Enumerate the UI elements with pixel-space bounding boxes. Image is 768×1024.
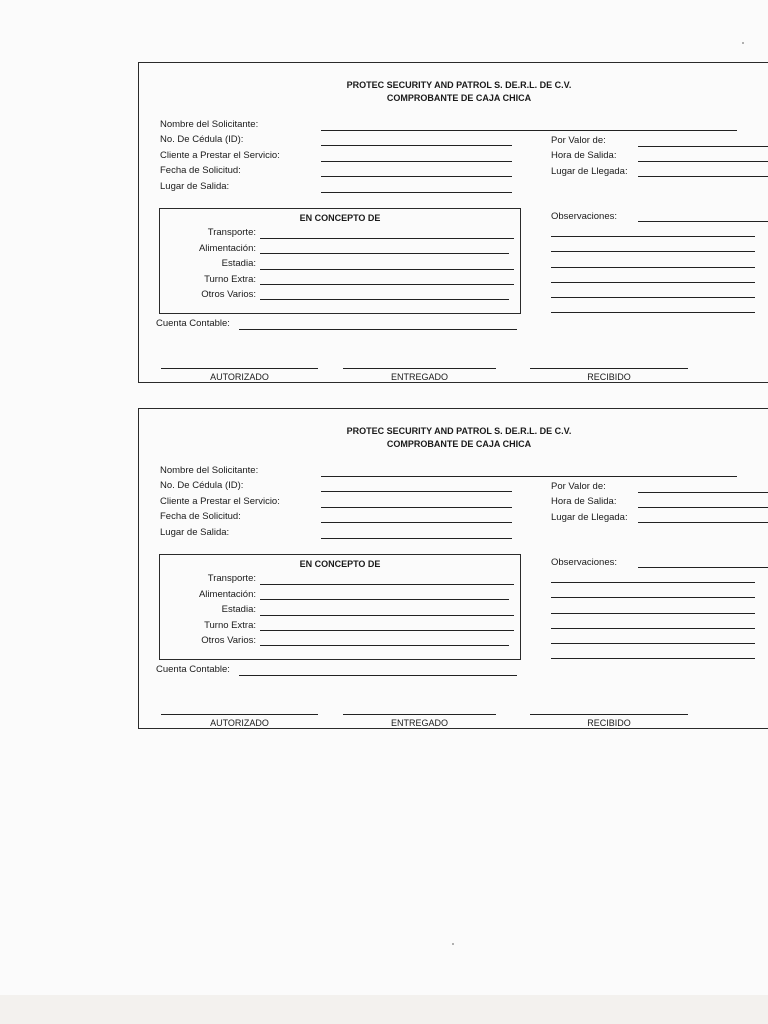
- field-cedula[interactable]: [321, 145, 512, 146]
- field-lugar-llegada[interactable]: [638, 522, 768, 523]
- signature-line-entregado[interactable]: [343, 368, 496, 369]
- voucher-1: [138, 62, 768, 383]
- field-cuenta-contable[interactable]: [239, 329, 517, 330]
- field-nombre-solicitante[interactable]: [321, 130, 737, 131]
- label-nombre-solicitante: Nombre del Solicitante:: [160, 119, 259, 130]
- field-por-valor[interactable]: [638, 146, 768, 147]
- label-fecha-solicitud: Fecha de Solicitud:: [160, 511, 241, 522]
- field-por-valor[interactable]: [638, 492, 768, 493]
- page-bottom-edge: [0, 995, 768, 1024]
- signature-line-entregado[interactable]: [343, 714, 496, 715]
- signature-label-entregado: ENTREGADO: [390, 718, 448, 728]
- field-nombre-solicitante[interactable]: [321, 476, 737, 477]
- field-lugar-llegada[interactable]: [638, 176, 768, 177]
- label-otros-varios: Otros Varios:: [201, 635, 256, 646]
- label-cedula: No. De Cédula (ID):: [160, 480, 244, 491]
- label-cuenta-contable: Cuenta Contable:: [156, 664, 230, 675]
- label-nombre-solicitante: Nombre del Solicitante:: [160, 465, 259, 476]
- label-lugar-llegada: Lugar de Llegada:: [551, 166, 628, 177]
- label-alimentacion: Alimentación:: [198, 589, 256, 600]
- observaciones-line[interactable]: [551, 643, 755, 644]
- observaciones-line[interactable]: [551, 628, 755, 629]
- label-cuenta-contable: Cuenta Contable:: [156, 318, 230, 329]
- signature-line-recibido[interactable]: [530, 368, 688, 369]
- observaciones-line[interactable]: [551, 236, 755, 237]
- label-por-valor: Por Valor de:: [551, 481, 606, 492]
- field-observaciones[interactable]: [638, 221, 768, 222]
- label-lugar-llegada: Lugar de Llegada:: [551, 512, 628, 523]
- label-alimentacion: Alimentación:: [198, 243, 256, 254]
- label-hora-salida: Hora de Salida:: [551, 496, 617, 507]
- observaciones-line[interactable]: [551, 312, 755, 313]
- field-hora-salida[interactable]: [638, 507, 768, 508]
- signature-line-autorizado[interactable]: [161, 714, 318, 715]
- signature-line-autorizado[interactable]: [161, 368, 318, 369]
- signature-label-autorizado: AUTORIZADO: [210, 372, 269, 382]
- label-observaciones: Observaciones:: [551, 211, 618, 222]
- field-estadia[interactable]: [260, 269, 514, 270]
- field-alimentacion[interactable]: [260, 599, 509, 600]
- field-otros-varios[interactable]: [260, 645, 509, 646]
- signature-label-autorizado: AUTORIZADO: [210, 718, 269, 728]
- signature-label-recibido: RECIBIDO: [587, 718, 631, 728]
- observaciones-line[interactable]: [551, 267, 755, 268]
- field-hora-salida[interactable]: [638, 161, 768, 162]
- field-otros-varios[interactable]: [260, 299, 509, 300]
- concept-title: EN CONCEPTO DE: [299, 559, 381, 569]
- field-cuenta-contable[interactable]: [239, 675, 517, 676]
- company-name: PROTEC SECURITY AND PATROL S. DE.R.L. DE C.V.: [346, 426, 572, 436]
- label-por-valor: Por Valor de:: [551, 135, 606, 146]
- field-cedula[interactable]: [321, 491, 512, 492]
- concept-title: EN CONCEPTO DE: [299, 213, 381, 223]
- label-transporte: Transporte:: [207, 573, 256, 584]
- label-turno-extra: Turno Extra:: [204, 274, 256, 285]
- observaciones-line[interactable]: [551, 597, 755, 598]
- label-cliente: Cliente a Prestar el Servicio:: [160, 496, 280, 507]
- label-fecha-solicitud: Fecha de Solicitud:: [160, 165, 241, 176]
- paper-speck: [452, 943, 454, 945]
- signature-label-recibido: RECIBIDO: [587, 372, 631, 382]
- label-estadia: Estadia:: [221, 604, 256, 615]
- field-alimentacion[interactable]: [260, 253, 509, 254]
- field-transporte[interactable]: [260, 238, 514, 239]
- label-turno-extra: Turno Extra:: [204, 620, 256, 631]
- observaciones-line[interactable]: [551, 658, 755, 659]
- concept-box: [159, 208, 521, 314]
- concept-box: [159, 554, 521, 660]
- field-observaciones[interactable]: [638, 567, 768, 568]
- field-fecha-solicitud[interactable]: [321, 522, 512, 523]
- signature-label-entregado: ENTREGADO: [390, 372, 448, 382]
- field-lugar-salida[interactable]: [321, 538, 512, 539]
- paper-speck: [742, 42, 744, 44]
- field-fecha-solicitud[interactable]: [321, 176, 512, 177]
- label-hora-salida: Hora de Salida:: [551, 150, 617, 161]
- form-title: COMPROBANTE DE CAJA CHICA: [386, 93, 532, 103]
- field-turno-extra[interactable]: [260, 284, 514, 285]
- observaciones-line[interactable]: [551, 282, 755, 283]
- voucher-2: [138, 408, 768, 729]
- field-estadia[interactable]: [260, 615, 514, 616]
- field-transporte[interactable]: [260, 584, 514, 585]
- field-turno-extra[interactable]: [260, 630, 514, 631]
- label-cliente: Cliente a Prestar el Servicio:: [160, 150, 280, 161]
- label-cedula: No. De Cédula (ID):: [160, 134, 244, 145]
- label-observaciones: Observaciones:: [551, 557, 618, 568]
- label-transporte: Transporte:: [207, 227, 256, 238]
- observaciones-line[interactable]: [551, 582, 755, 583]
- observaciones-line[interactable]: [551, 297, 755, 298]
- label-otros-varios: Otros Varios:: [201, 289, 256, 300]
- label-lugar-salida: Lugar de Salida:: [160, 181, 230, 192]
- field-cliente[interactable]: [321, 507, 512, 508]
- label-lugar-salida: Lugar de Salida:: [160, 527, 230, 538]
- field-lugar-salida[interactable]: [321, 192, 512, 193]
- form-title: COMPROBANTE DE CAJA CHICA: [386, 439, 532, 449]
- signature-line-recibido[interactable]: [530, 714, 688, 715]
- company-name: PROTEC SECURITY AND PATROL S. DE.R.L. DE C.V.: [346, 80, 572, 90]
- observaciones-line[interactable]: [551, 613, 755, 614]
- field-cliente[interactable]: [321, 161, 512, 162]
- observaciones-line[interactable]: [551, 251, 755, 252]
- label-estadia: Estadia:: [221, 258, 256, 269]
